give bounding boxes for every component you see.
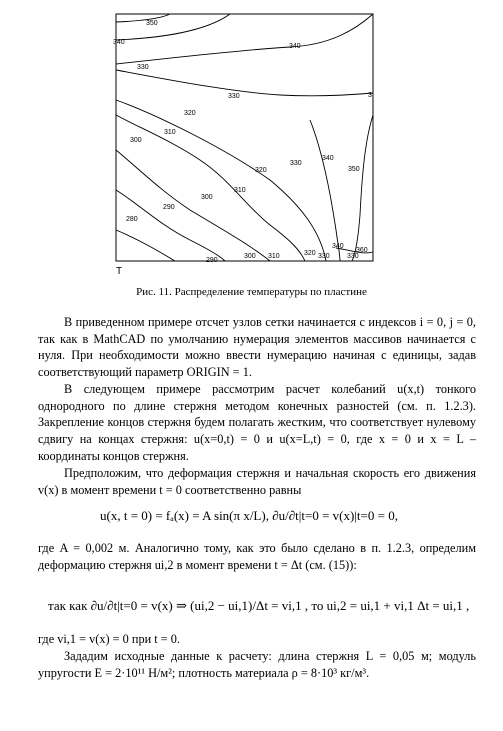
contour-label: 300	[244, 253, 256, 260]
paragraph-text: где A = 0,002 м. Аналогично тому, как это было сделано в п. 1.2.3, определим деформацию стержня ui,2 в момент времени t = Δt (см. (15)):	[38, 541, 476, 572]
paragraph-4	[38, 540, 476, 573]
formula-1: u(x, t = 0) = fₐ(x) = A sin(π x/L), ∂u/∂t|t=0 = v(x)|t=0 = 0,	[100, 508, 398, 523]
contour-label: 3	[368, 92, 372, 99]
contour-label: 330	[318, 253, 330, 260]
contour-label: 300	[201, 194, 213, 201]
contour-label: 320	[255, 167, 267, 174]
contour-label: 360	[356, 247, 368, 254]
paragraph-text: В приведенном примере отсчет узлов сетки начинается с индексов i = 0, j = 0, так как в MathCAD по умолчанию нумерация элементов массивов начинается с нуля. При необходимости можно ввести нумерацию начиная с единицы, задав соответствующий параметр ORIGIN = 1.	[38, 315, 476, 380]
contour-label: 340	[332, 243, 344, 250]
paragraph-text: где vi,1 = v(x) = 0 при t = 0.	[38, 632, 180, 646]
contour-label: 310	[268, 253, 280, 260]
contour-label: 280	[126, 216, 138, 223]
contour-label: 340	[322, 155, 334, 162]
contour-label: 340	[289, 43, 301, 50]
contour-label: 340	[113, 39, 125, 46]
plot-frame	[116, 14, 373, 261]
paragraph-text: В следующем примере рассмотрим расчет колебаний u(x,t) тонкого однородного по длине стержня методом конечных разностей (см. п. 1.2.3). Закрепление концов стержня будем полагать жестким, что соответствует нулевому сдвигу на концах стержня: u(x=0,t) = 0 и u(x=L,t) = 0, где x = 0 и x = L – координаты концов стержня.	[38, 382, 476, 463]
contour-label: 350	[146, 20, 158, 27]
contour-label: 310	[234, 187, 246, 194]
axis-t-label: T	[116, 266, 123, 277]
formula-2: так как ∂u/∂t|t=0 = v(x) ⇒ (ui,2 − ui,1)/Δt = vi,1 , то ui,2 = ui,1 + vi,1 Δt = ui,1 ,	[48, 598, 470, 613]
paragraph-6	[38, 648, 476, 681]
contour-label: 330	[347, 253, 359, 260]
contour-label: 290	[206, 257, 218, 264]
contour-label: 320	[304, 250, 316, 257]
contour-label: 300	[130, 137, 142, 144]
figure-caption: Рис. 11. Распределение температуры по пластине	[136, 286, 367, 298]
paragraph-2	[38, 381, 476, 465]
paragraph-5	[38, 631, 476, 648]
contour-label: 310	[164, 129, 176, 136]
paragraph-text: Предположим, что деформация стержня и начальная скорость его движения v(x) в момент времени t = 0 соответственно равны	[38, 466, 476, 497]
contour-label: 350	[348, 166, 360, 173]
paragraph-3	[38, 465, 476, 498]
contour-label: 330	[290, 160, 302, 167]
contour-label: 290	[163, 204, 175, 211]
paragraph-1	[38, 314, 476, 381]
contour-label: 320	[184, 110, 196, 117]
contour-plot	[0, 0, 503, 280]
contour-label: 330	[137, 64, 149, 71]
contour-lines	[116, 14, 373, 261]
contour-label: 330	[228, 93, 240, 100]
paragraph-text: Зададим исходные данные к расчету: длина стержня L = 0,05 м; модуль упругости E = 2·10¹¹ Н/м²; плотность материала ρ = 8·10³ кг/м³.	[38, 649, 476, 680]
